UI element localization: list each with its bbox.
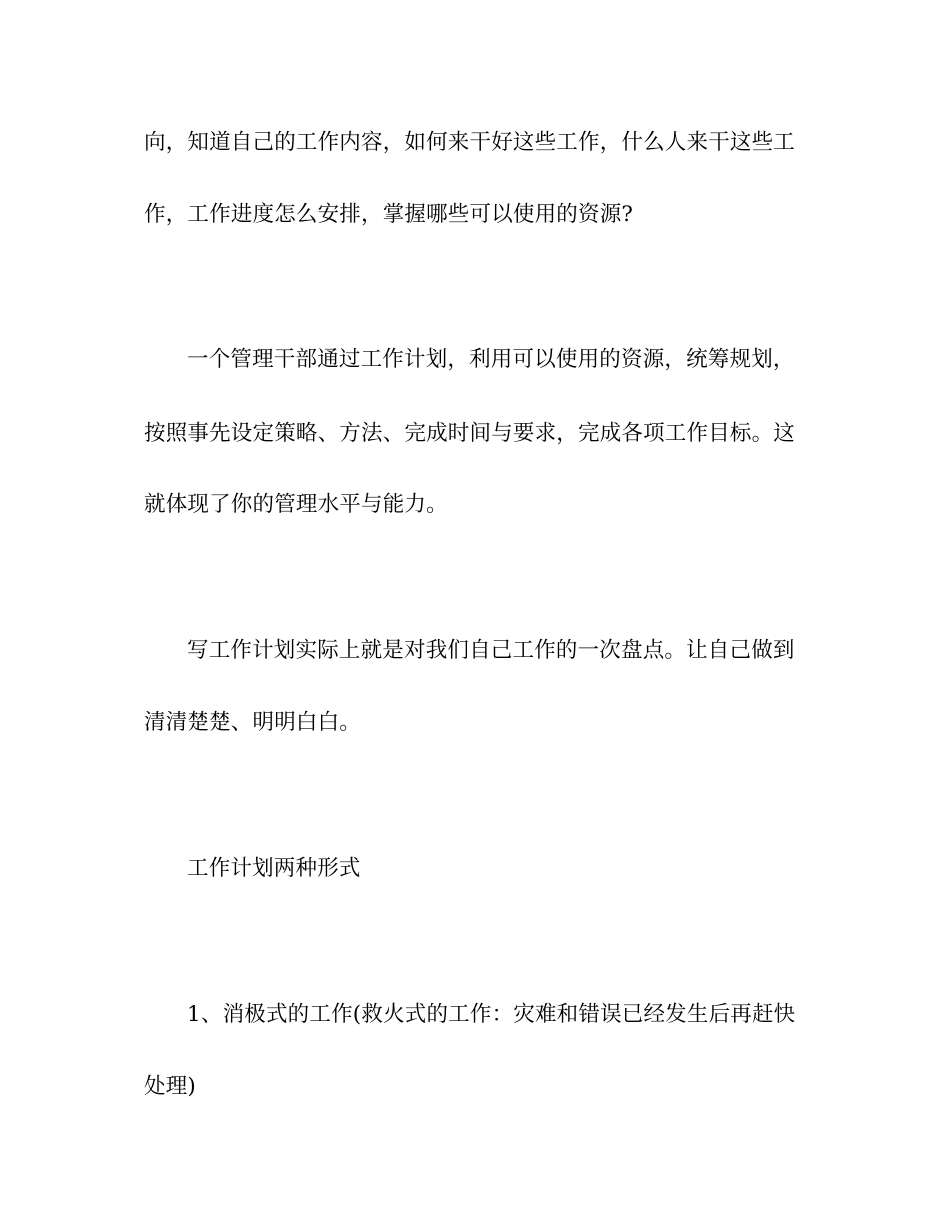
list-item-1-line-2: 处理) [144, 1074, 196, 1099]
paragraph-2-line-1: 一个管理干部通过工作计划，利用可以使用的资源，统筹规划， [187, 347, 795, 372]
paragraph-3-line-1: 写工作计划实际上就是对我们自己工作的一次盘点。让自己做到 [187, 638, 795, 663]
list-item-1-line-1: 1、消极式的工作(救火式的工作：灾难和错误已经发生后再赶快 [187, 1002, 796, 1027]
paragraph-3-line-2: 清清楚楚、明明白白。 [144, 710, 362, 735]
paragraph-1-line-2: 作，工作进度怎么安排，掌握哪些可以使用的资源? [144, 202, 634, 227]
paragraph-2-line-3: 就体现了你的管理水平与能力。 [144, 492, 448, 517]
paragraph-2-line-2: 按照事先设定策略、方法、完成时间与要求，完成各项工作目标。这 [144, 421, 796, 446]
section-heading: 工作计划两种形式 [187, 856, 361, 881]
paragraph-1-line-1: 向，知道自己的工作内容，如何来干好这些工作，什么人来干这些工 [144, 130, 796, 155]
